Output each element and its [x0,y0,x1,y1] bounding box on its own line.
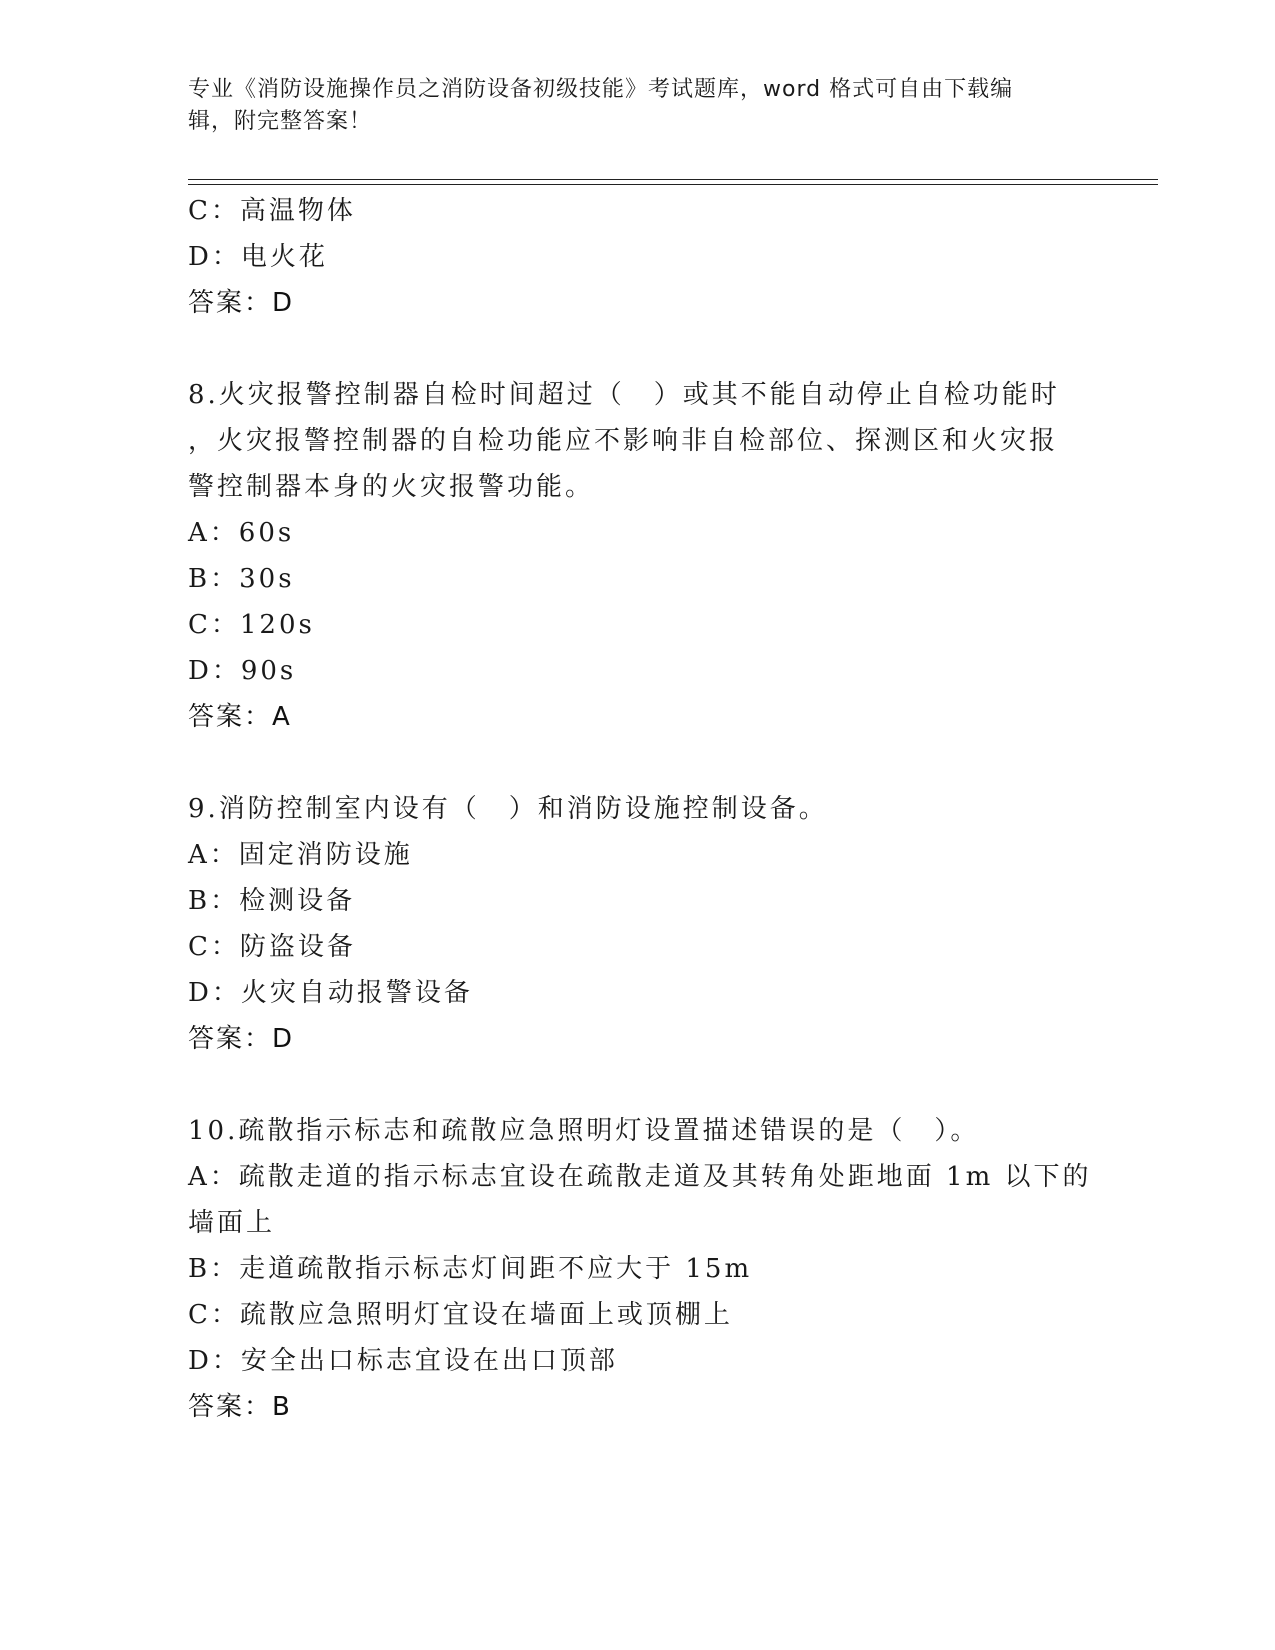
option-c: C：防盗设备 [188,932,356,962]
header-title-line-2: 辑，附完整答案！ [188,109,373,134]
question-stem-line: ，火灾报警控制器的自检功能应不影响非自检部位、探测区和火灾报 [188,426,1059,456]
option-c: C：高温物体 [188,196,356,226]
option-d: D：火灾自动报警设备 [188,978,473,1008]
option-b: B：30s [188,564,295,594]
carryover-question [188,188,1108,326]
question-stem-line: 10.疏散指示标志和疏散应急照明灯设置描述错误的是（ ）。 [188,1116,980,1146]
answer-line: 答案：A [188,702,292,732]
option-a: A：固定消防设施 [188,840,413,870]
question-9 [188,786,1108,1062]
question-list [188,188,1108,1430]
answer-line: 答案：D [188,1024,295,1054]
option-a-continued: 墙面上 [188,1208,276,1238]
option-b: B：走道疏散指示标志灯间距不应大于 15m [188,1254,753,1284]
option-d: D：安全出口标志宜设在出口顶部 [188,1346,618,1376]
option-a: A：60s [188,518,295,548]
header-title-line-1: 专业《消防设施操作员之消防设备初级技能》考试题库，word 格式可自由下载编 [188,77,1014,102]
document-header [188,74,1068,138]
option-d: D：90s [188,656,297,686]
header-divider-bottom [188,184,1158,185]
header-divider-top [188,179,1158,180]
option-a: A：疏散走道的指示标志宜设在疏散走道及其转角处距地面 1m 以下的 [188,1162,1092,1192]
answer-line: 答案：D [188,288,295,318]
option-c: C：120s [188,610,315,640]
answer-line: 答案：B [188,1392,292,1422]
question-10 [188,1108,1108,1430]
option-d: D：电火花 [188,242,328,272]
option-c: C：疏散应急照明灯宜设在墙面上或顶棚上 [188,1300,733,1330]
question-stem-line: 8.火灾报警控制器自检时间超过（ ）或其不能自动停止自检功能时 [188,380,1060,410]
question-stem-line: 9.消防控制室内设有（ ）和消防设施控制设备。 [188,794,828,824]
question-8 [188,372,1108,740]
option-b: B：检测设备 [188,886,356,916]
question-stem-line: 警控制器本身的火灾报警功能。 [188,472,595,502]
